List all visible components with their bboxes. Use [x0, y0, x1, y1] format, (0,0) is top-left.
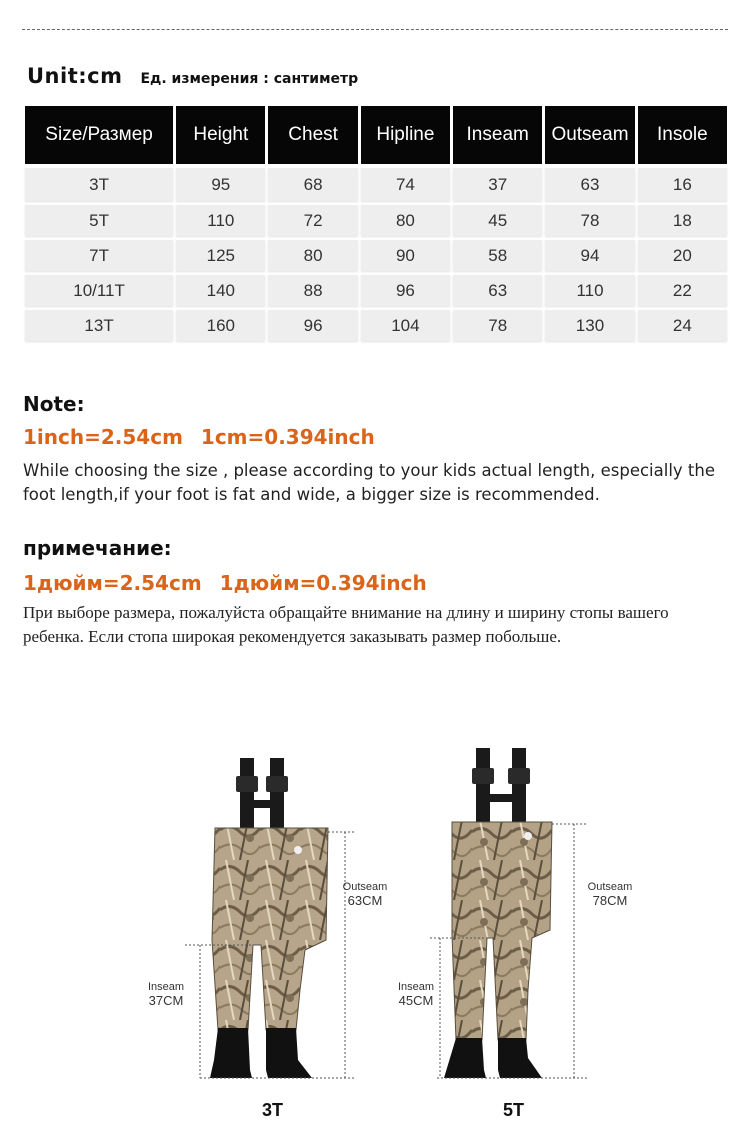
cell-outseam: 130 — [545, 310, 634, 341]
column-header-insole: Insole — [638, 106, 727, 164]
cell-height: 125 — [176, 240, 265, 271]
outseam-title: Outseam — [587, 881, 633, 893]
column-header-outseam: Outseam — [545, 106, 634, 164]
cell-insole: 22 — [638, 275, 727, 306]
table-row — [25, 275, 727, 306]
table-row — [25, 168, 727, 201]
cell-size: 13T — [25, 310, 173, 341]
note-heading-en: Note: — [23, 392, 85, 416]
conversion-inch-to-cm: 1inch=2.54cm — [23, 425, 183, 449]
table-header-row — [25, 106, 727, 164]
cell-outseam: 94 — [545, 240, 634, 271]
table-row — [25, 205, 727, 236]
cell-size: 7T — [25, 240, 173, 271]
cell-size: 5T — [25, 205, 173, 236]
column-header-inseam: Inseam — [453, 106, 542, 164]
wader-illustration-3t — [140, 740, 370, 1100]
conversion-ru — [23, 571, 427, 595]
cell-insole: 20 — [638, 240, 727, 271]
cell-chest: 88 — [268, 275, 357, 306]
top-dashed-divider — [22, 29, 728, 30]
inseam-label-5t — [386, 980, 446, 1008]
cell-outseam: 63 — [545, 168, 634, 201]
cell-chest: 96 — [268, 310, 357, 341]
cell-size: 3T — [25, 168, 173, 201]
cell-size: 10/11T — [25, 275, 173, 306]
cell-chest: 80 — [268, 240, 357, 271]
note-text-ru: При выборе размера, пожалуйста обращайте внимание на длину и ширину стопы вашего ребенка. Если стопа широкая рекомендуется заказывать размер побольше. — [23, 603, 669, 646]
outseam-value: 78CM — [592, 893, 628, 908]
unit-subtitle-ru: Ед. измерения : сантиметр — [140, 71, 359, 87]
figure-caption-3t: 3T — [262, 1100, 284, 1120]
cell-hipline: 90 — [361, 240, 450, 271]
cell-insole: 18 — [638, 205, 727, 236]
cell-outseam: 78 — [545, 205, 634, 236]
inseam-title: Inseam — [397, 981, 435, 993]
wader-figure-5t — [392, 740, 633, 1100]
conversion-en — [23, 425, 375, 449]
column-header-height: Height — [176, 106, 265, 164]
cell-height: 140 — [176, 275, 265, 306]
cell-hipline: 74 — [361, 168, 450, 201]
conversion-cm-to-inch-ru: 1дюйм=0.394inch — [219, 571, 427, 595]
outseam-label-3t — [335, 880, 395, 908]
cell-hipline: 96 — [361, 275, 450, 306]
cell-hipline: 80 — [361, 205, 450, 236]
cell-insole: 16 — [638, 168, 727, 201]
column-header-chest: Chest — [268, 106, 357, 164]
cell-inseam: 37 — [453, 168, 542, 201]
unit-header — [27, 64, 358, 88]
outseam-value: 63CM — [347, 893, 383, 908]
cell-chest: 68 — [268, 168, 357, 201]
outseam-title: Outseam — [342, 881, 388, 893]
note-heading-ru: примечание: — [23, 536, 172, 560]
wader-illustration-5t — [392, 740, 622, 1100]
note-text-en: While choosing the size , please according to your kids actual length, especially the foot length,if your foot is fat and wide, a bigger size is recommended. — [23, 461, 715, 504]
table-row — [25, 310, 727, 341]
cell-insole: 24 — [638, 310, 727, 341]
cell-inseam: 45 — [453, 205, 542, 236]
cell-inseam: 63 — [453, 275, 542, 306]
size-chart-table — [22, 102, 730, 345]
cell-height: 160 — [176, 310, 265, 341]
inseam-value: 37CM — [148, 993, 184, 1008]
cell-chest: 72 — [268, 205, 357, 236]
cell-outseam: 110 — [545, 275, 634, 306]
conversion-cm-to-inch: 1cm=0.394inch — [200, 425, 375, 449]
cell-hipline: 104 — [361, 310, 450, 341]
outseam-label-5t — [580, 880, 640, 908]
column-header-hipline: Hipline — [361, 106, 450, 164]
inseam-value: 45CM — [398, 993, 434, 1008]
column-header-size: Size/Размер — [25, 106, 173, 164]
conversion-inch-to-cm-ru: 1дюйм=2.54cm — [23, 571, 202, 595]
cell-inseam: 78 — [453, 310, 542, 341]
table-row — [25, 240, 727, 271]
cell-height: 95 — [176, 168, 265, 201]
inseam-label-3t — [136, 980, 196, 1008]
unit-title: Unit:cm — [27, 64, 123, 88]
cell-inseam: 58 — [453, 240, 542, 271]
wader-figure-3t — [140, 740, 388, 1100]
inseam-title: Inseam — [147, 981, 185, 993]
figure-caption-5t: 5T — [503, 1100, 525, 1120]
cell-height: 110 — [176, 205, 265, 236]
